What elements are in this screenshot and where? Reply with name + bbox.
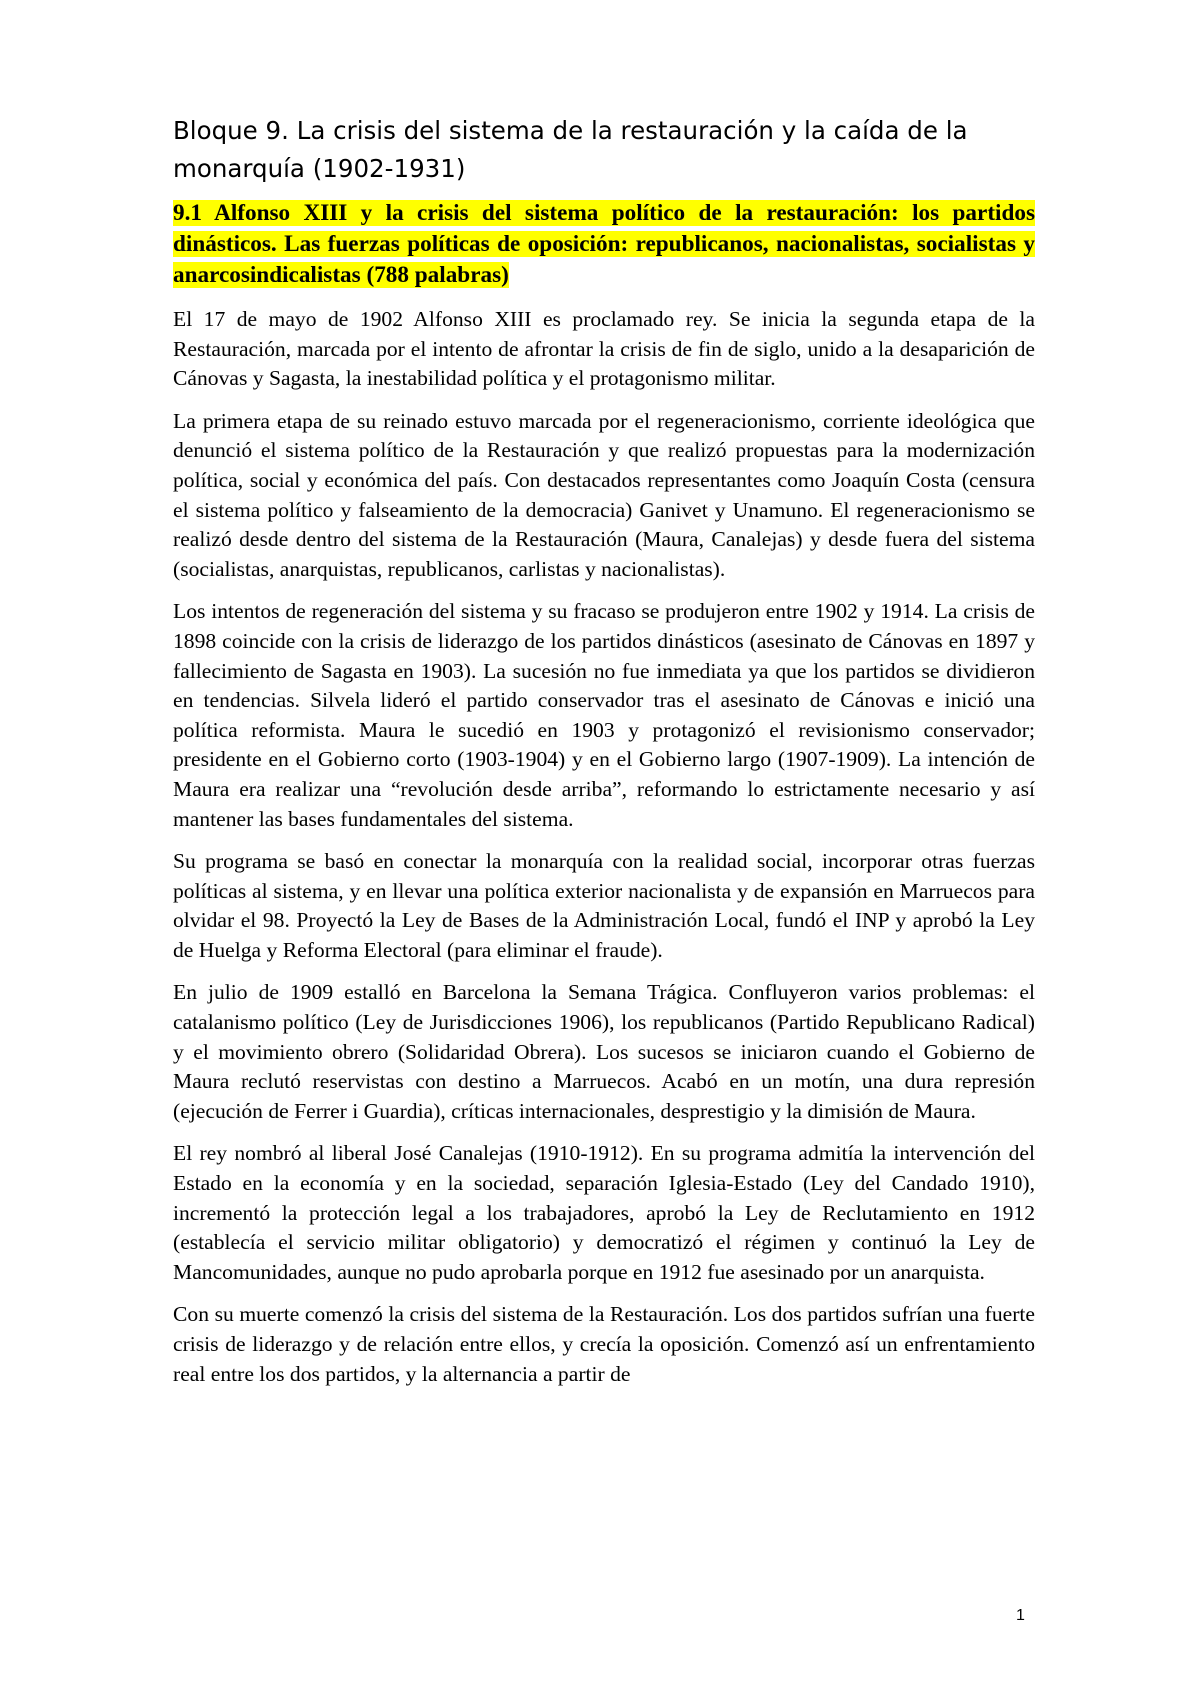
page-content bbox=[173, 112, 1035, 1402]
document-title: Bloque 9. La crisis del sistema de la restauración y la caída de la monarquía (1902-1931) bbox=[173, 116, 968, 183]
paragraph-2: La primera etapa de su reinado estuvo marcada por el regeneracionismo, corriente ideológica que denunció el sistema político de la Restauración y que realizó propuestas para la modernización política, social y económica del país. Con destacados representantes como Joaquín Costa (censura el sistema político y falseamiento de la democracia) Ganivet y Unamuno. El regeneracionismo se realizó desde dentro del sistema de la Restauración (Maura, Canalejas) y desde fuera del sistema (socialistas, anarquistas, republicanos, carlistas y nacionalistas). bbox=[173, 408, 1035, 581]
section-heading bbox=[173, 198, 1035, 291]
paragraph-4: Su programa se basó en conectar la monarquía con la realidad social, incorporar otras fuerzas políticas al sistema, y en llevar una política exterior nacionalista y de expansión en Marruecos para olvidar el 98. Proyectó la Ley de Bases de la Administración Local, fundó el INP y aprobó la Ley de Huelga y Reforma Electoral (para eliminar el fraude). bbox=[173, 849, 1035, 962]
paragraph-3: Los intentos de regeneración del sistema y su fracaso se produjeron entre 1902 y 1914. La crisis de 1898 coincide con la crisis de liderazgo de los partidos dinásticos (asesinato de Cánovas en 1897 y fallecimiento de Sagasta en 1903). La sucesión no fue inmediata ya que los partidos se dividieron en tendencias. Silvela lideró el partido conservador tras el asesinato de Cánovas e inició una política reformista. Maura le sucedió en 1903 y protagonizó el revisionismo conservador; presidente en el Gobierno corto (1903-1904) y en el Gobierno largo (1907-1909). La intención de Maura era realizar una “revolución desde arriba”, reformando lo estrictamente necesario y así mantener las bases fundamentales del sistema. bbox=[173, 599, 1035, 831]
paragraph-5: En julio de 1909 estalló en Barcelona la Semana Trágica. Confluyeron varios problemas: el catalanismo político (Ley de Jurisdicciones 1906), los republicanos (Partido Republicano Radical) y el movimiento obrero (Solidaridad Obrera). Los sucesos se iniciaron cuando el Gobierno de Maura reclutó reservistas con destino a Marruecos. Acabó en un motín, una dura represión (ejecución de Ferrer i Guardia), críticas internacionales, desprestigio y la dimisión de Maura. bbox=[173, 980, 1035, 1123]
highlighted-heading-text: 9.1 Alfonso XIII y la crisis del sistema político de la restauración: los partidos dinásticos. Las fuerzas políticas de oposición: republicanos, nacionalistas, socialistas y anarcosindicalistas (788 palabras) bbox=[173, 200, 1035, 288]
paragraph-1: El 17 de mayo de 1902 Alfonso XIII es proclamado rey. Se inicia la segunda etapa de la Restauración, marcada por el intento de afrontar la crisis de fin de siglo, unido a la desaparición de Cánovas y Sagasta, la inestabilidad política y el protagonismo militar. bbox=[173, 307, 1035, 391]
paragraph-6: El rey nombró al liberal José Canalejas (1910-1912). En su programa admitía la intervención del Estado en la economía y en la sociedad, separación Iglesia-Estado (Ley del Candado 1910), incrementó la protección legal a los trabajadores, aprobó la Ley de Reclutamiento en 1912 (establecía el servicio militar obligatorio) y democratizó el régimen y continuó la Ley de Mancomunidades, aunque no pudo aprobarla porque en 1912 fue asesinado por un anarquista. bbox=[173, 1141, 1035, 1284]
page-number: 1 bbox=[1016, 1607, 1025, 1624]
paragraph-7: Con su muerte comenzó la crisis del sistema de la Restauración. Los dos partidos sufrían una fuerte crisis de liderazgo y de relación entre ellos, y crecía la oposición. Comenzó así un enfrentamiento real entre los dos partidos, y la alternancia a partir de bbox=[173, 1302, 1035, 1386]
